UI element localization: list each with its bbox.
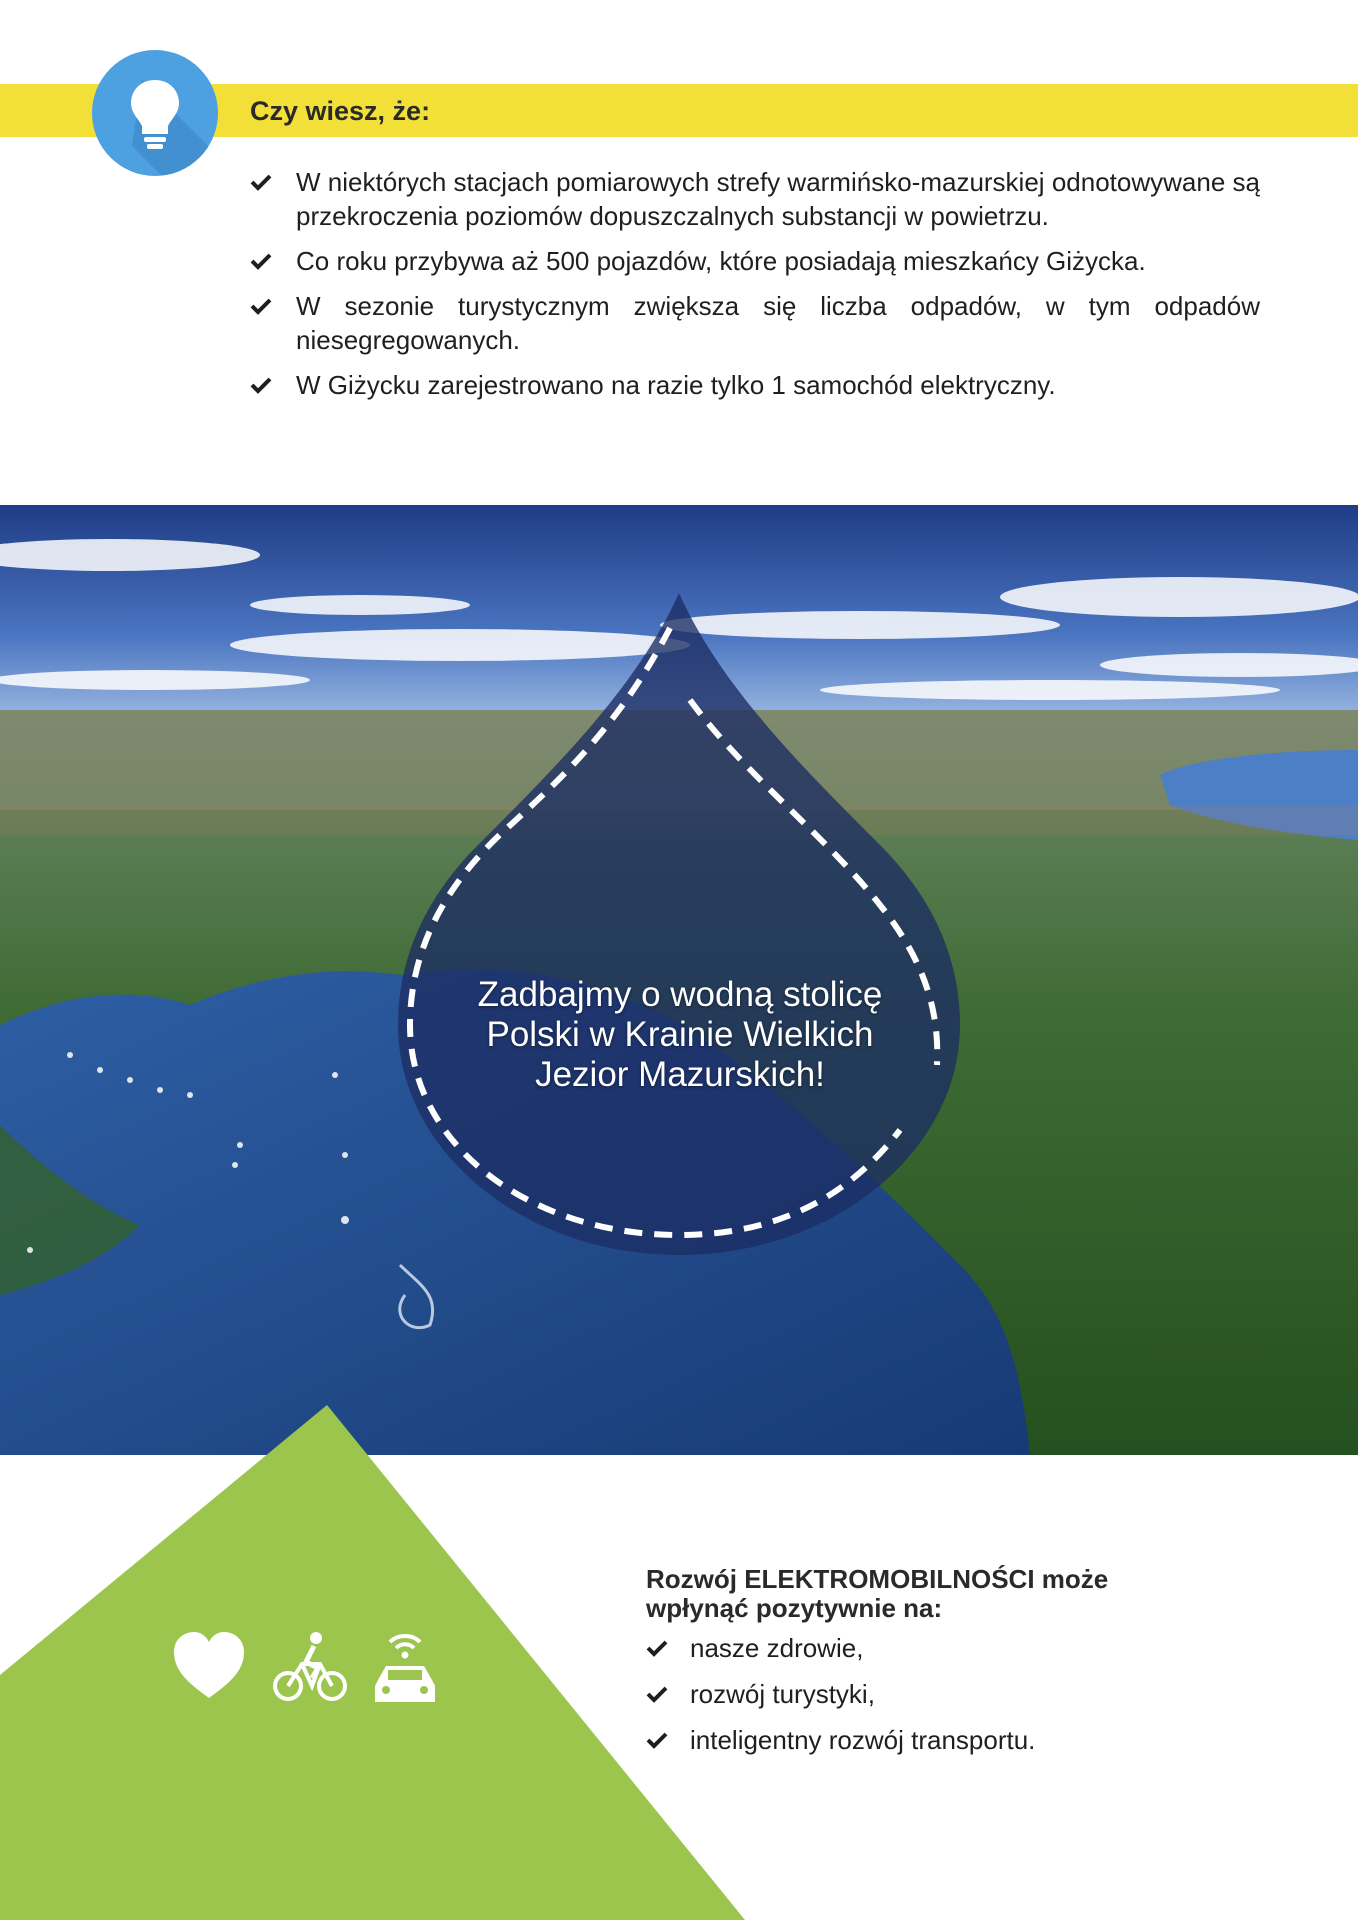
fact-text: Co roku przybywa aż 500 pojazdów, które posiadają mieszkańcy Giżycka. [296, 246, 1146, 276]
slogan-line: Polski w Krainie Wielkich [486, 1015, 874, 1054]
fact-text: W sezonie turystycznym zwiększa się liczba odpadów, w tym odpadów niesegregowanych. [296, 291, 1260, 355]
list-item [646, 1677, 1206, 1711]
cyclist-icon [272, 1628, 348, 1709]
title-line: wpłynąć pozytywnie na: [646, 1593, 943, 1623]
fact-text: W niektórych stacjach pomiarowych strefy warmińsko-mazurskiej odnotowywane są przekroczenia poziomów dopuszczalnych substancji w powietrzu. [296, 167, 1260, 231]
info-badge [92, 50, 218, 176]
check-icon [250, 297, 272, 315]
benefit-text: inteligentny rozwój transportu. [690, 1725, 1036, 1755]
title-line: Rozwój ELEKTROMOBILNOŚCI może [646, 1564, 1109, 1594]
slogan-line: Jezior Mazurskich! [535, 1055, 825, 1094]
list-item [646, 1723, 1206, 1757]
benefit-text: nasze zdrowie, [690, 1633, 864, 1663]
list-item [250, 289, 1260, 357]
check-icon [250, 173, 272, 191]
check-icon [646, 1639, 668, 1657]
slogan-line: Zadbajmy o wodną stolicę [477, 975, 883, 1014]
connected-car-icon [372, 1628, 438, 1713]
check-icon [250, 252, 272, 270]
heart-icon [172, 1628, 246, 1707]
check-icon [646, 1731, 668, 1749]
slogan [430, 975, 930, 1095]
lightbulb-icon [92, 50, 218, 176]
check-icon [250, 376, 272, 394]
lake-aerial-photo [0, 505, 1358, 1455]
list-item [250, 165, 1260, 233]
list-item [646, 1631, 1206, 1665]
facts-list [250, 165, 1260, 413]
fact-text: W Giżycku zarejestrowano na razie tylko 1 samochód elektryczny. [296, 370, 1056, 400]
check-icon [646, 1685, 668, 1703]
electromobility-section [646, 1565, 1206, 1769]
benefits-list [646, 1631, 1206, 1757]
benefit-text: rozwój turystyki, [690, 1679, 875, 1709]
electromobility-title [646, 1565, 1206, 1623]
list-item [250, 368, 1260, 402]
did-you-know-title: Czy wiesz, że: [250, 96, 431, 126]
list-item [250, 244, 1260, 278]
